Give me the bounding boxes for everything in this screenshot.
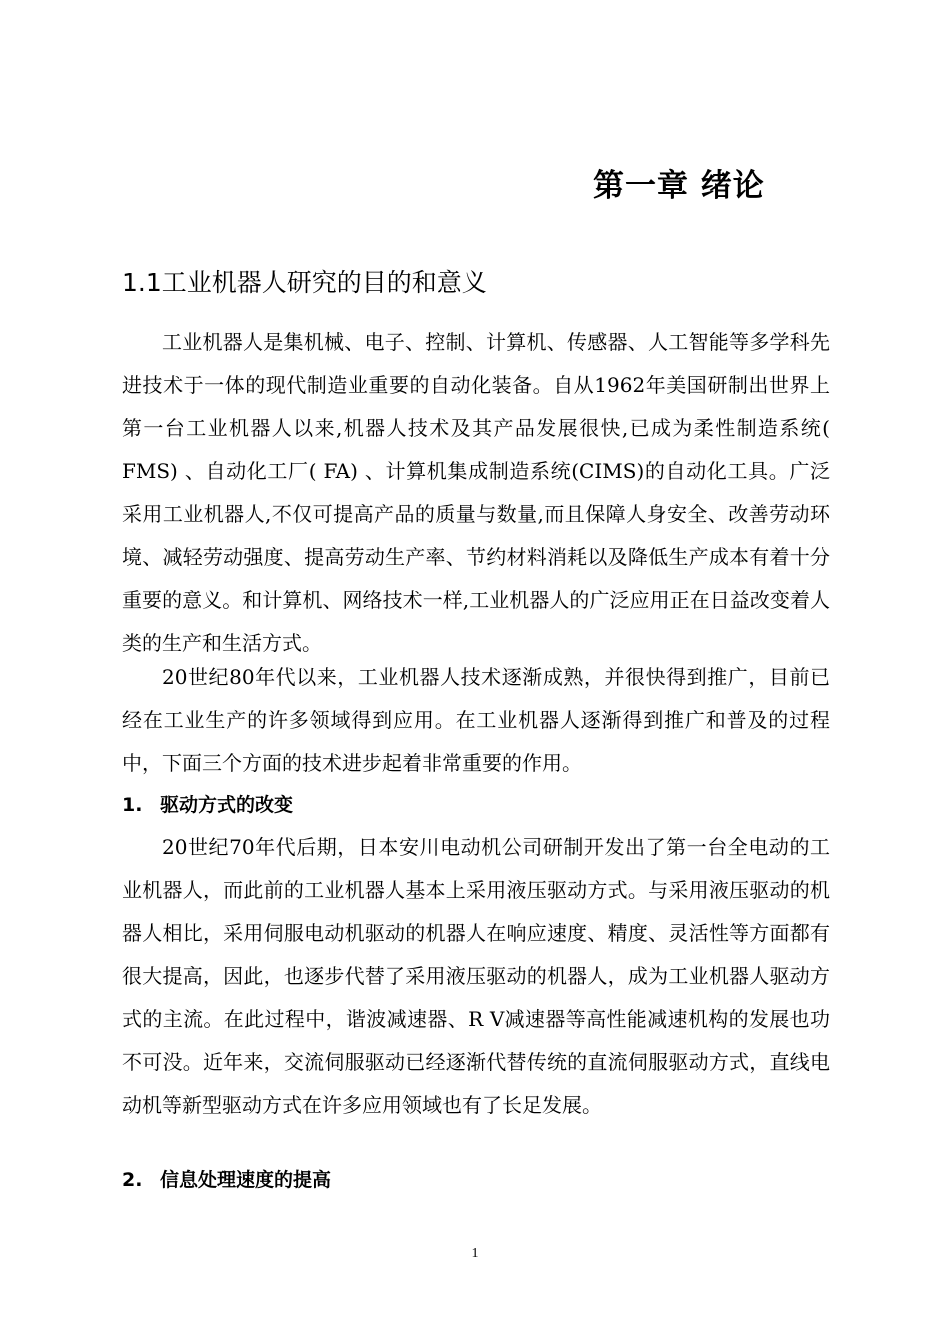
- section-number: 1.1: [122, 268, 162, 297]
- subheading-text: 驱动方式的改变: [160, 794, 294, 816]
- section-heading: [122, 264, 487, 302]
- chapter-title: 第一章 绪论: [593, 168, 765, 204]
- paragraph-intro: 工业机器人是集机械、电子、控制、计算机、传感器、人工智能等多学科先进技术于一体的现代制造业重要的自动化装备。自从1962年美国研制出世界上第一台工业机器人以来,机器人技术及其产品发展很快,已成为柔性制造系统( FMS) 、自动化工厂( FA) 、计算机集成制造系统(CIMS)的自动化工具。广泛采用工业机器人,不仅可提高产品的质量与数量,而且保障人身安全、改善劳动环境、减轻劳动强度、提高劳动生产率、节约材料消耗以及降低生产成本有着十分重要的意义。和计算机、网络技术一样,工业机器人的广泛应用正在日益改变着人类的生产和生活方式。: [122, 330, 830, 655]
- paragraph-development: 20世纪80年代以来，工业机器人技术逐渐成熟，并很快得到推广，目前已经在工业生产的许多领域得到应用。在工业机器人逐渐得到推广和普及的过程中，下面三个方面的技术进步起着非常重要的作用。: [122, 665, 830, 775]
- page-number: 1: [471, 1246, 479, 1261]
- subheading-drive-method: [122, 784, 293, 827]
- subheading-number: 2.: [122, 1169, 143, 1191]
- paragraph-drive-method: 20世纪70年代后期，日本安川电动机公司研制开发出了第一台全电动的工业机器人，而此前的工业机器人基本上采用液压驱动方式。与采用液压驱动的机器人相比，采用伺服电动机驱动的机器人在响应速度、精度、灵活性等方面都有很大提高，因此，也逐步代替了采用液压驱动的机器人，成为工业机器人驱动方式的主流。在此过程中，谐波减速器、R V减速器等高性能减速机构的发展也功不可没。近年来，交流伺服驱动已经逐渐代替传统的直流伺服驱动方式，直线电动机等新型驱动方式在许多应用领域也有了长足发展。: [122, 835, 830, 1117]
- subheading-text: 信息处理速度的提高: [160, 1169, 332, 1191]
- section-title-text: 工业机器人研究的目的和意义: [161, 268, 487, 297]
- subheading-processing-speed: [122, 1159, 331, 1202]
- subheading-number: 1.: [122, 794, 143, 816]
